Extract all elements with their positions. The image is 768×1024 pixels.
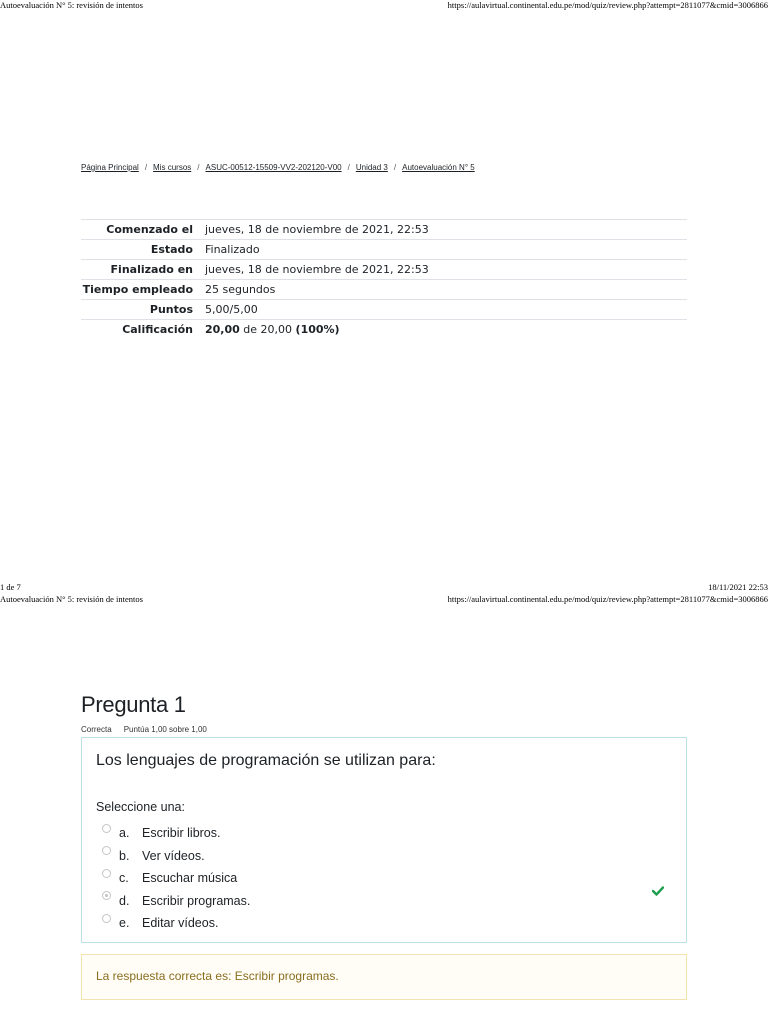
breadcrumb-home[interactable]: Página Principal xyxy=(81,163,139,172)
summary-value: jueves, 18 de noviembre de 2021, 22:53 xyxy=(205,223,429,236)
grade-total: 20,00 xyxy=(260,323,293,336)
radio-button[interactable] xyxy=(102,824,111,833)
grade-percent: (100%) xyxy=(295,323,340,336)
print-footer xyxy=(0,582,768,594)
breadcrumb-separator: / xyxy=(197,163,200,172)
summary-row-time-taken xyxy=(81,280,687,300)
print-footer-page: 1 de 7 xyxy=(0,582,21,592)
summary-label: Finalizado en xyxy=(110,263,193,276)
summary-label: Estado xyxy=(150,243,193,256)
print-header xyxy=(0,594,768,606)
breadcrumb-my-courses[interactable]: Mis cursos xyxy=(153,163,192,172)
summary-label: Tiempo empleado xyxy=(82,283,193,296)
answer-text: Ver vídeos. xyxy=(142,848,205,863)
breadcrumb-course[interactable]: ASUC-00512-15509-VV2-202120-V00 xyxy=(205,163,342,172)
answer-list xyxy=(102,822,250,935)
answer-option-c[interactable] xyxy=(102,867,250,890)
answer-letter: c. xyxy=(119,871,129,886)
summary-row-started xyxy=(81,220,687,240)
attempt-summary-table xyxy=(81,219,687,339)
breadcrumb-unit[interactable]: Unidad 3 xyxy=(355,163,388,172)
print-header xyxy=(0,0,768,12)
breadcrumb-separator: / xyxy=(347,163,350,172)
answer-text: Escuchar música xyxy=(142,871,238,886)
summary-value: jueves, 18 de noviembre de 2021, 22:53 xyxy=(205,263,429,276)
summary-value: 25 segundos xyxy=(205,283,276,296)
answer-text: Escribir libros. xyxy=(142,826,221,841)
radio-button[interactable] xyxy=(102,869,111,878)
answer-option-a[interactable] xyxy=(102,822,250,845)
summary-row-marks xyxy=(81,300,687,320)
print-header-title: Autoevaluación N° 5: revisión de intentos xyxy=(0,594,143,604)
print-header-url: https://aulavirtual.continental.edu.pe/mod/quiz/review.php?attempt=2811077&cmid=3006866 xyxy=(447,0,768,10)
answer-letter: a. xyxy=(119,826,130,841)
question-status: Correcta xyxy=(81,725,112,734)
breadcrumb-separator: / xyxy=(144,163,148,172)
radio-button-selected[interactable] xyxy=(102,891,111,900)
print-header-title: Autoevaluación N° 5: revisión de intentos xyxy=(0,0,143,10)
answer-letter: d. xyxy=(119,893,130,908)
question-content xyxy=(81,737,687,943)
correct-answer-feedback: La respuesta correcta es: Escribir programas. xyxy=(96,969,339,983)
answer-letter: e. xyxy=(119,916,130,931)
summary-value xyxy=(199,320,687,340)
answer-prompt: Seleccione una: xyxy=(96,800,185,814)
feedback-box xyxy=(81,954,687,1000)
summary-row-completed xyxy=(81,260,687,280)
summary-label: Puntos xyxy=(149,303,193,316)
question-title: Pregunta 1 xyxy=(81,692,186,717)
question-points: Puntúa 1,00 sobre 1,00 xyxy=(123,725,207,734)
answer-option-b[interactable] xyxy=(102,845,250,868)
summary-row-state xyxy=(81,240,687,260)
answer-text: Editar vídeos. xyxy=(142,916,219,931)
answer-option-d[interactable] xyxy=(102,890,250,913)
answer-text: Escribir programas. xyxy=(142,893,251,908)
summary-row-grade xyxy=(81,320,687,340)
breadcrumb-quiz[interactable]: Autoevaluación N° 5 xyxy=(402,163,475,172)
answer-option-e[interactable] xyxy=(102,912,250,935)
radio-button[interactable] xyxy=(102,846,111,855)
question-info xyxy=(81,725,207,734)
summary-label: Calificación xyxy=(122,323,193,336)
grade-score: 20,00 xyxy=(205,323,240,336)
breadcrumb-separator: / xyxy=(393,163,397,172)
question-text: Los lenguajes de programación se utilizan para: xyxy=(96,752,436,769)
breadcrumb xyxy=(81,163,475,172)
radio-button[interactable] xyxy=(102,914,111,923)
summary-label: Comenzado el xyxy=(106,223,193,236)
summary-value: 5,00/5,00 xyxy=(205,303,258,316)
check-icon xyxy=(652,886,664,896)
answer-letter: b. xyxy=(119,848,130,863)
summary-value: Finalizado xyxy=(205,243,260,256)
print-header-url: https://aulavirtual.continental.edu.pe/mod/quiz/review.php?attempt=2811077&cmid=3006866 xyxy=(447,594,768,604)
grade-of: de xyxy=(243,323,258,336)
print-footer-date: 18/11/2021 22:53 xyxy=(708,582,768,592)
